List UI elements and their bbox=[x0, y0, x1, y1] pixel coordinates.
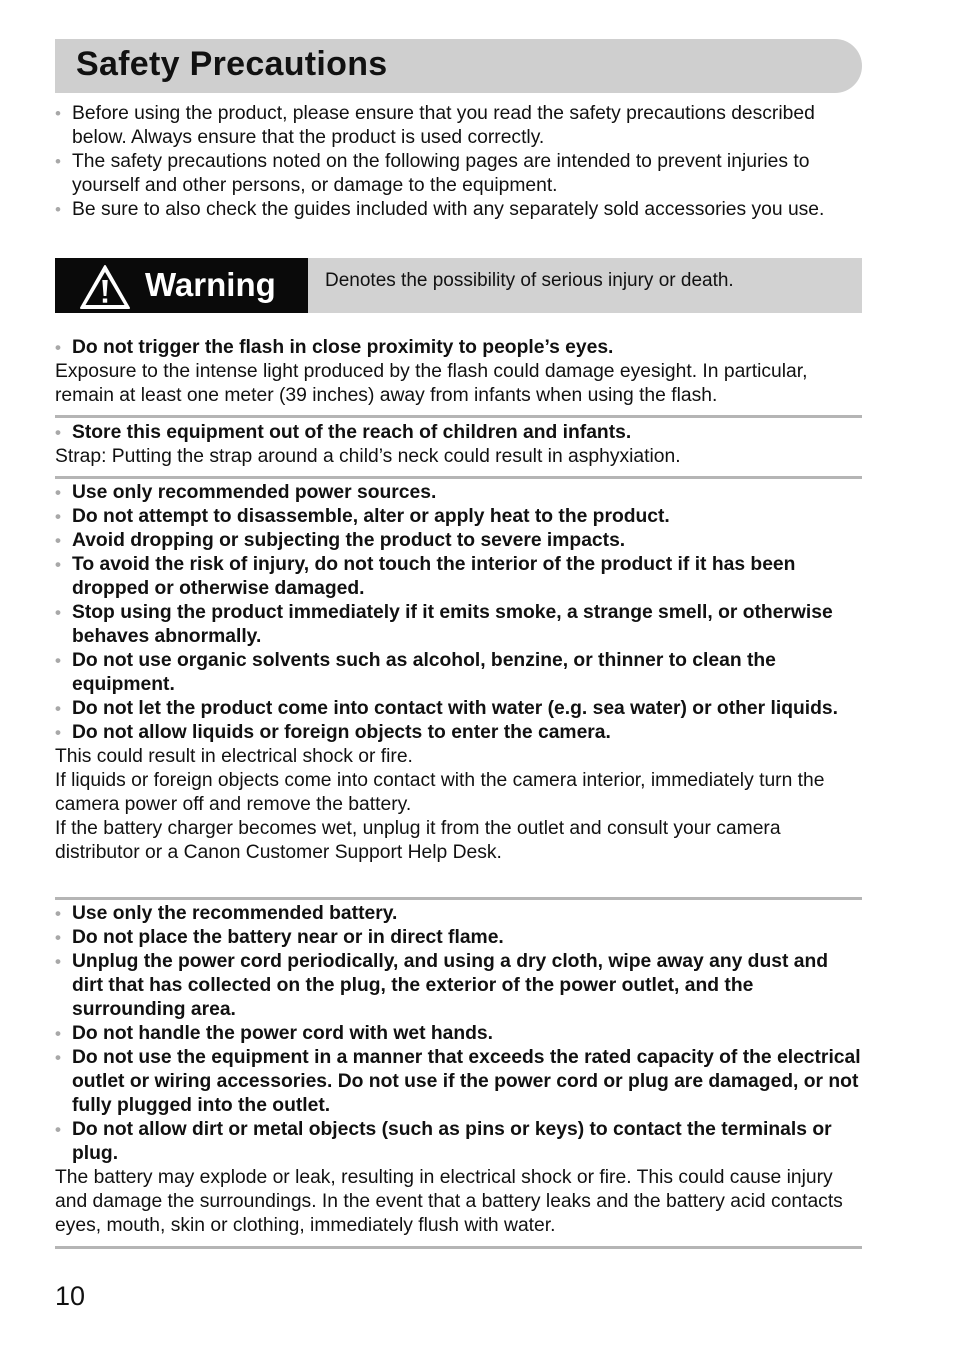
bullet-icon: • bbox=[55, 104, 61, 123]
list-item: • Avoid dropping or subjecting the product to severe impacts. bbox=[55, 530, 626, 551]
bullet-icon: • bbox=[55, 699, 61, 718]
list-item: • Do not let the product come into contact with water (e.g. sea water) or other liquids. bbox=[55, 698, 838, 719]
safety-section-flash bbox=[55, 336, 862, 408]
list-item: • Do not trigger the flash in close proximity to people’s eyes. bbox=[55, 337, 614, 358]
list-item: • Use only recommended power sources. bbox=[55, 482, 437, 503]
list-item: • Store this equipment out of the reach of children and infants. bbox=[55, 422, 632, 443]
list-item: • Do not handle the power cord with wet hands. bbox=[55, 1023, 493, 1044]
warning-label: Warning bbox=[145, 266, 276, 303]
bullet-icon: • bbox=[55, 603, 61, 622]
list-item: • Do not use organic solvents such as alcohol, benzine, or thinner to clean the equipment. bbox=[55, 650, 776, 695]
bullet-icon: • bbox=[55, 152, 61, 171]
list-item: • Do not attempt to disassemble, alter or apply heat to the product. bbox=[55, 506, 670, 527]
explanation-text: This could result in electrical shock or fire. bbox=[55, 746, 413, 767]
title-bar bbox=[55, 39, 862, 93]
bullet-icon: • bbox=[55, 507, 61, 526]
bullet-icon: • bbox=[55, 555, 61, 574]
safety-section-power bbox=[55, 481, 862, 865]
intro-item: • The safety precautions noted on the following pages are intended to prevent injuries to yourself and other persons, or damage to the equipment. bbox=[55, 151, 810, 196]
bullet-icon: • bbox=[55, 200, 61, 219]
bullet-icon: • bbox=[55, 952, 61, 971]
bullet-icon: • bbox=[55, 1048, 61, 1067]
intro-list bbox=[55, 102, 862, 222]
bullet-icon: • bbox=[55, 338, 61, 357]
bullet-icon: • bbox=[55, 651, 61, 670]
bullet-icon: • bbox=[55, 531, 61, 550]
page-number: 10 bbox=[55, 1281, 86, 1311]
warning-description: Denotes the possibility of serious injury or death. bbox=[325, 270, 734, 291]
list-item: • Do not allow liquids or foreign objects to enter the camera. bbox=[55, 722, 611, 743]
bullet-icon: • bbox=[55, 423, 61, 442]
explanation-text: Exposure to the intense light produced by the flash could damage eyesight. In particular, remain at least one meter (39 inches) away from infants when using the flash. bbox=[55, 361, 808, 406]
explanation-text: The battery may explode or leak, resulting in electrical shock or fire. This could cause injury and damage the surroundings. In the event that a battery leaks and the battery acid contacts eyes, mouth, skin or clothing, immediately flush with water. bbox=[55, 1167, 843, 1236]
list-item: • Unplug the power cord periodically, and using a dry cloth, wipe away any dust and dirt that has collected on the plug, the exterior of the power outlet, and the surrounding area. bbox=[55, 951, 829, 1020]
warning-banner bbox=[55, 258, 862, 313]
bullet-icon: • bbox=[55, 723, 61, 742]
list-item: • Do not use the equipment in a manner that exceeds the rated capacity of the electrical outlet or wiring accessories. Do not use if the power cord or plug are damaged, or not fully plugged into the outlet. bbox=[55, 1047, 861, 1116]
section-divider bbox=[55, 476, 862, 479]
safety-section-battery bbox=[55, 902, 862, 1238]
section-divider bbox=[55, 897, 862, 900]
page-title: Safety Precautions bbox=[76, 45, 388, 83]
bullet-icon: • bbox=[55, 1120, 61, 1139]
explanation-text: If liquids or foreign objects come into contact with the camera interior, immediately turn the camera power off and remove the battery. bbox=[55, 770, 825, 815]
safety-section-children bbox=[55, 421, 862, 469]
warning-label-block bbox=[55, 258, 308, 313]
explanation-text: Strap: Putting the strap around a child’s neck could result in asphyxiation. bbox=[55, 446, 681, 467]
bullet-icon: • bbox=[55, 904, 61, 923]
intro-item: • Before using the product, please ensure that you read the safety precautions described below. Always ensure that the product is used correctly. bbox=[55, 103, 815, 148]
explanation-text: If the battery charger becomes wet, unplug it from the outlet and consult your camera distributor or a Canon Customer Support Help Desk. bbox=[55, 818, 781, 863]
bullet-icon: • bbox=[55, 928, 61, 947]
bullet-icon: • bbox=[55, 1024, 61, 1043]
list-item: • To avoid the risk of injury, do not touch the interior of the product if it has been dropped or otherwise damaged. bbox=[55, 554, 796, 599]
section-divider bbox=[55, 415, 862, 418]
warning-triangle-icon bbox=[79, 264, 131, 310]
list-item: • Use only the recommended battery. bbox=[55, 903, 398, 924]
section-divider bbox=[55, 1246, 862, 1249]
list-item: • Do not allow dirt or metal objects (such as pins or keys) to contact the terminals or plug. bbox=[55, 1119, 832, 1164]
intro-item: • Be sure to also check the guides included with any separately sold accessories you use. bbox=[55, 199, 825, 220]
list-item: • Do not place the battery near or in direct flame. bbox=[55, 927, 504, 948]
bullet-icon: • bbox=[55, 483, 61, 502]
list-item: • Stop using the product immediately if it emits smoke, a strange smell, or otherwise behaves abnormally. bbox=[55, 602, 833, 647]
